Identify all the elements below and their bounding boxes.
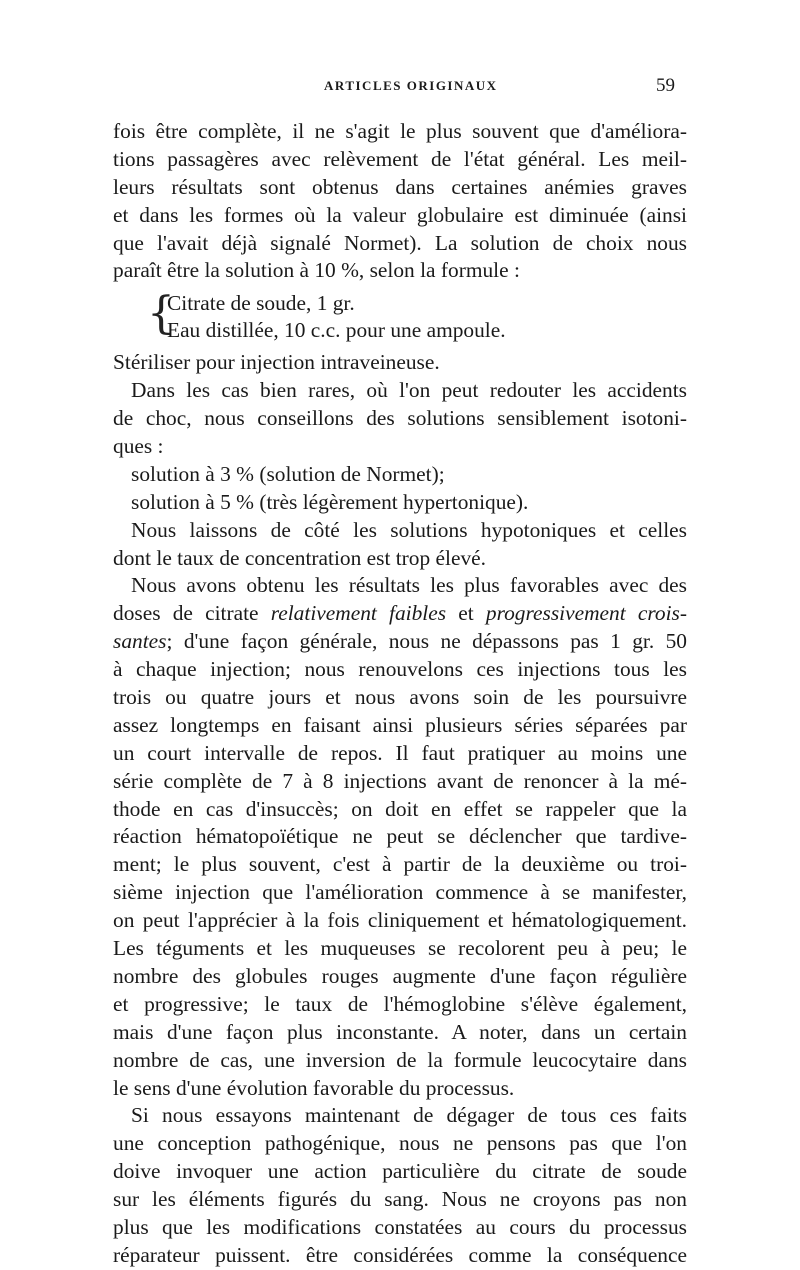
text-line: réparateur puissent. être considérées comme la conséquence [113, 1242, 687, 1267]
text-line: on peut l'apprécier à la fois cliniquement et hématologiquement. [113, 908, 687, 933]
solutions-list [113, 461, 687, 517]
italic-run: relativement faibles [270, 601, 447, 626]
text-line: le sens d'une évolution favorable du processus. [113, 1075, 515, 1100]
italic-run: santes [113, 629, 167, 654]
text-line: nombre de cas, une inversion de la formule leucocytaire dans [113, 1047, 687, 1072]
page-number: 59 [656, 75, 675, 96]
text-line: réaction hématopoïétique ne peut se déclencher que tardive- [113, 824, 687, 849]
text-line: fois être complète, il ne s'agit le plus souvent que d'améliora- [113, 119, 687, 143]
text-line [113, 628, 687, 656]
text-line: Si nous essayons maintenant de dégager de tous ces faits [131, 1103, 687, 1128]
text-line: leurs résultats sont obtenus dans certaines anémies graves [113, 174, 687, 199]
text-line: mais d'une façon plus inconstante. A noter, dans un certain [113, 1019, 687, 1044]
text-line: paraît être la solution à 10 %, selon la formule : [113, 258, 520, 283]
paragraph-1 [113, 118, 687, 285]
body-text [113, 118, 687, 1270]
text-line: un court intervalle de repos. Il faut pratiquer au moins une [113, 740, 687, 765]
text-line: série complète de 7 à 8 injections avant de renoncer à la mé- [113, 768, 687, 793]
brace-glyph: { [147, 288, 175, 340]
text-line: plus que les modifications constatées au cours du processus [113, 1214, 687, 1239]
solution-item: solution à 3 % (solution de Normet); [131, 461, 445, 486]
text-line: Nous avons obtenu les résultats les plus favorables avec des [131, 573, 687, 598]
text-run: ; d'une façon générale, nous ne dépassons pas 1 gr. 50 [166, 629, 687, 654]
paragraph-2 [113, 349, 687, 377]
text-line [113, 600, 687, 628]
italic-run: progressivement crois- [485, 601, 687, 626]
text-line: une conception pathogénique, nous ne pensons pas que l'on [113, 1131, 687, 1156]
text-line: nombre des globules rouges augmente d'une façon régulière [113, 963, 687, 988]
text-line: thode en cas d'insuccès; on doit en effet se rappeler que la [113, 796, 687, 821]
paragraph-4 [113, 517, 687, 573]
text-line: et progressive; le taux de l'hémoglobine s'élève également, [113, 991, 687, 1016]
text-line: ques : [113, 434, 164, 459]
text-line: Dans les cas bien rares, où l'on peut redouter les accidents [131, 378, 687, 403]
text-line: Les téguments et les muqueuses se recolorent peu à peu; le [113, 936, 687, 961]
text-run: doses de citrate [113, 601, 271, 626]
text-run: et [446, 601, 486, 626]
text-line: sur les éléments figurés du sang. Nous ne croyons pas non [113, 1187, 687, 1212]
paragraph-3 [113, 377, 687, 461]
text-line: et dans les formes où la valeur globulaire est diminuée (ainsi [113, 202, 687, 227]
text-line: assez longtemps en faisant ainsi plusieurs séries séparées par [113, 712, 687, 737]
formula-line-1: Citrate de soude, 1 gr. [167, 291, 355, 316]
paragraph-5 [113, 572, 687, 1102]
text-line: tions passagères avec relèvement de l'état général. Les meil- [113, 146, 687, 171]
formula-line-2: Eau distillée, 10 c.c. pour une ampoule. [167, 318, 506, 343]
paragraph-6 [113, 1102, 687, 1269]
formula-block [113, 288, 687, 344]
running-title: ARTICLES ORIGINAUX [324, 78, 498, 93]
text-line: sième injection que l'amélioration commence à se manifester, [113, 880, 687, 905]
text-line: dont le taux de concentration est trop élevé. [113, 545, 487, 570]
text-line: Stériliser pour injection intraveineuse. [113, 350, 440, 375]
text-line: doive invoquer une action particulière du citrate de soude [113, 1159, 687, 1184]
running-header [0, 75, 800, 100]
text-line: de choc, nous conseillons des solutions sensiblement isotoni- [113, 406, 687, 431]
text-line: trois ou quatre jours et nous avons soin de les poursuivre [113, 685, 687, 710]
text-line: que l'avait déjà signalé Normet). La solution de choix nous [113, 230, 687, 255]
text-line: à chaque injection; nous renouvelons ces injections tous les [113, 657, 687, 682]
solution-item: solution à 5 % (très légèrement hypertonique). [131, 489, 529, 514]
text-line: Nous laissons de côté les solutions hypotoniques et celles [131, 517, 687, 542]
text-line: ment; le plus souvent, c'est à partir de la deuxième ou troi- [113, 852, 687, 877]
